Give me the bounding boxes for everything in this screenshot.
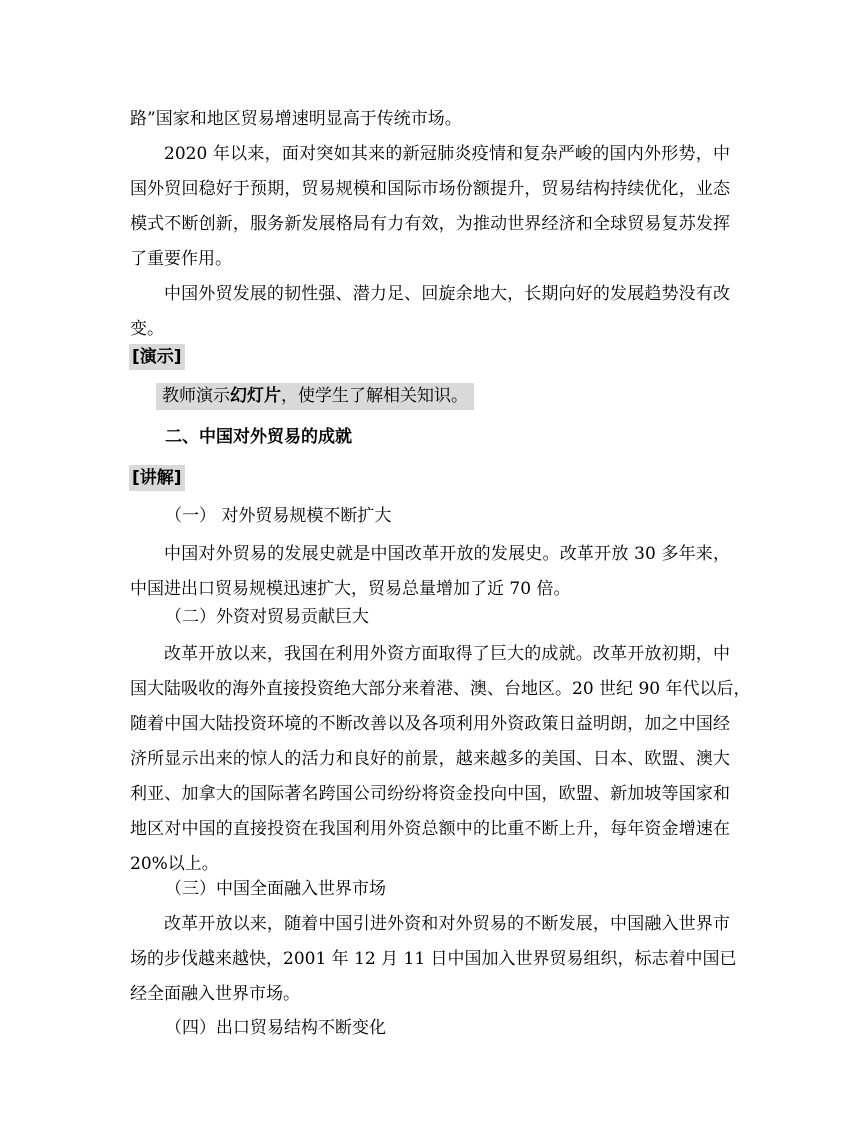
- paragraph-intro: [130, 102, 730, 137]
- paragraph-line: 中国对外贸易的发展史就是中国改革开放的发展史。改革开放 30 多年来，: [164, 544, 730, 564]
- paragraph-line: 20%以上。: [130, 854, 219, 874]
- paragraph-sub1: [130, 537, 730, 607]
- paragraph-line: 国外贸回稳好于预期，贸易规模和国际市场份额提升，贸易结构持续优化，业态: [130, 179, 730, 199]
- paragraph-line: 模式不断创新，服务新发展格局有力有效，为推动世界经济和全球贸易复苏发挥: [130, 214, 730, 234]
- subheading-3: （三）中国全面融入世界市场: [165, 879, 386, 899]
- paragraph-line: 地区对中国的直接投资在我国利用外资总额中的比重不断上升，每年资金增速在: [130, 819, 730, 839]
- paragraph-line: 场的步伐越来越快，2001 年 12 月 11 日中国加入世界贸易组织，标志着中国已: [130, 949, 737, 969]
- paragraph-line: 路”国家和地区贸易增速明显高于传统市场。: [130, 109, 462, 129]
- paragraph-line: 改革开放以来，我国在利用外资方面取得了巨大的成就。改革开放初期，中: [164, 644, 730, 664]
- subheading-1: （一） 对外贸易规模不断扩大: [165, 506, 392, 526]
- demo-text-bold: 幻灯片: [230, 386, 281, 406]
- paragraph-line: 济所显示出来的惊人的活力和良好的前景，越来越多的美国、日本、欧盟、澳大: [130, 749, 730, 769]
- demo-text-after: ，使学生了解相关知识。: [281, 386, 468, 406]
- section-heading: 二、中国对外贸易的成就: [165, 427, 352, 447]
- paragraph-line: 随着中国大陆投资环境的不断改善以及各项利用外资政策日益明朗，加之中国经: [130, 714, 730, 734]
- subheading-4: （四）出口贸易结构不断变化: [165, 1018, 386, 1038]
- paragraph-line: 经全面融入世界市场。: [130, 984, 300, 1004]
- paragraph-sub2: [130, 637, 751, 882]
- paragraph-line: 改革开放以来，随着中国引进外资和对外贸易的不断发展，中国融入世界市: [164, 914, 730, 934]
- paragraph-line: 国大陆吸收的海外直接投资绝大部分来着港、澳、台地区。20 世纪 90 年代以后，: [130, 679, 751, 699]
- subheading-2: （二）外资对贸易贡献巨大: [165, 607, 369, 627]
- demo-text-before: 教师演示: [162, 386, 230, 406]
- paragraph-line: 了重要作用。: [130, 249, 232, 269]
- demo-tag: [演示]: [129, 344, 185, 370]
- paragraph-line: 中国外贸发展的韧性强、潜力足、回旋余地大，长期向好的发展趋势没有改: [164, 284, 730, 304]
- paragraph-line: 2020 年以来，面对突如其来的新冠肺炎疫情和复杂严峻的国内外形势，中: [164, 144, 730, 164]
- demo-highlight-box: [156, 383, 474, 410]
- explain-tag: [讲解]: [129, 465, 185, 491]
- paragraph-line: 中国进出口贸易规模迅速扩大，贸易总量增加了近 70 倍。: [130, 579, 571, 599]
- paragraph-line: 变。: [130, 319, 164, 339]
- paragraph-resilience: [130, 277, 730, 347]
- paragraph-2020: [130, 137, 730, 277]
- paragraph-line: 利亚、加拿大的国际著名跨国公司纷纷将资金投向中国，欧盟、新加坡等国家和: [130, 784, 730, 804]
- paragraph-sub3: [130, 907, 737, 1012]
